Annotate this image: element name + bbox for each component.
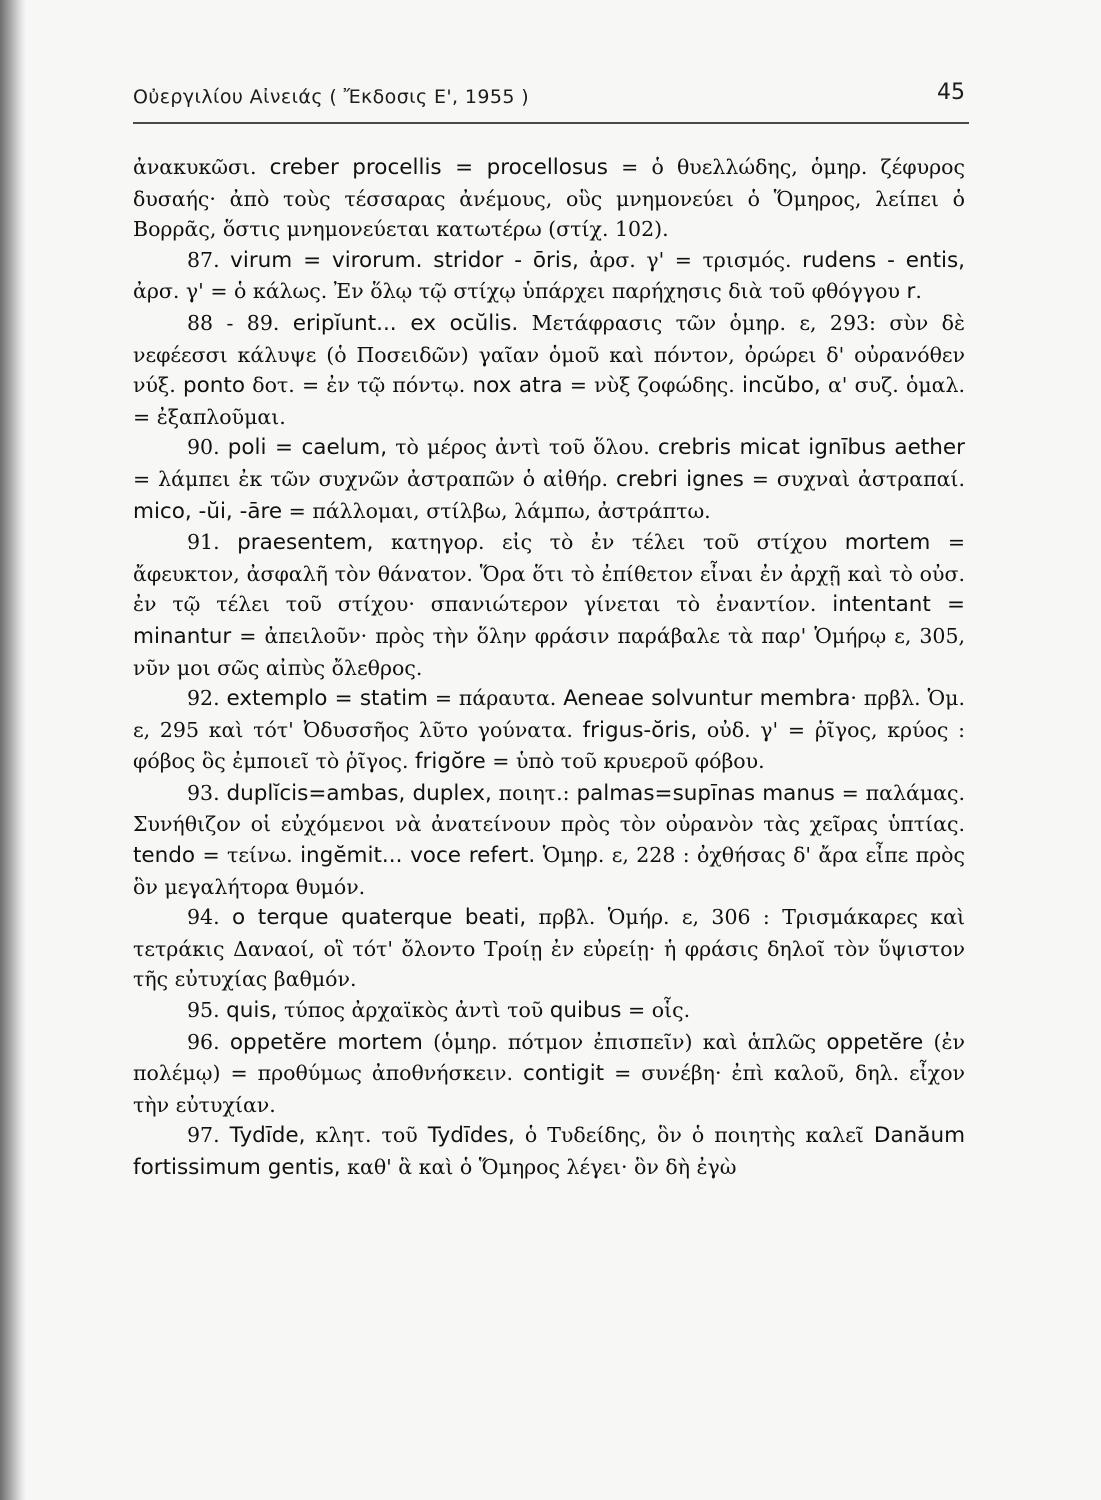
greek-text: 97.: [187, 1123, 230, 1148]
commentary-note: [133, 527, 965, 683]
latin-lemma: quis,: [226, 998, 278, 1024]
latin-lemma: ponto: [182, 373, 245, 399]
greek-text: = νὺξ ζοφώδης.: [562, 373, 743, 398]
latin-lemma: eripĭunt... ex ocŭlis.: [292, 310, 519, 336]
latin-lemma: r: [906, 279, 916, 305]
greek-text: ἀρσ. γ' = ὁ κάλως. Ἐν ὅλῳ τῷ στίχῳ ὑπάρχει παρήχησις διὰ τοῦ φθόγγου: [133, 279, 907, 304]
latin-lemma: nox atra: [472, 373, 563, 399]
greek-text: 93.: [187, 780, 227, 805]
greek-text: = συνέβη· ἐπὶ καλοῦ, δηλ. εἶχον τὴν εὐτυχίαν.: [133, 1061, 965, 1117]
greek-text: = οἷς.: [621, 998, 691, 1023]
latin-lemma: Aeneae solvuntur membra: [563, 686, 851, 712]
greek-text: = πάλλομαι, στίλβω, λάμπω, ἀστράπτω.: [282, 498, 711, 523]
greek-text: .: [915, 279, 922, 304]
greek-text: (ἐν πολέμῳ) = προθύμως ἀποθνήσκειν.: [133, 1029, 965, 1086]
latin-lemma: extemplo = statim: [226, 686, 428, 712]
greek-text: = συχναὶ ἀστραπαί.: [743, 466, 965, 491]
latin-lemma: creber procellis = procellosus: [269, 155, 608, 180]
header-divider: [133, 122, 969, 124]
latin-lemma: incŭbo,: [742, 373, 821, 399]
greek-text: τύπος ἀρχαϊκὸς ἀντὶ τοῦ: [277, 998, 550, 1023]
greek-text: 88 - 89.: [187, 310, 293, 335]
greek-text: 96.: [187, 1029, 230, 1054]
commentary-note: [133, 432, 965, 527]
latin-lemma: contigit: [523, 1061, 605, 1087]
running-title: Οὐεργιλίου Αἰνειάς ( Ἔκδοσις Ε', 1955 ): [133, 86, 530, 108]
greek-text: κατηγορ. εἰς τὸ ἐν τέλει τοῦ στίχου: [373, 530, 845, 555]
greek-text: = παλάμας. Συνήθιζον οἱ εὐχόμενοι νὰ ἀνατείνουν πρὸς τὸν οὐρανὸν τὰς χεῖρας ὑπτίας.: [133, 780, 965, 837]
latin-lemma: mico, -ŭi, -āre: [133, 498, 283, 524]
commentary-paragraph-continued: [133, 152, 965, 245]
greek-text: 90.: [187, 435, 228, 460]
greek-text: 95.: [187, 998, 227, 1023]
latin-lemma: palmas=supīnas manus: [576, 780, 835, 806]
latin-lemma: rudens - entis,: [802, 247, 966, 273]
latin-lemma: intentant = minantur: [133, 592, 965, 649]
commentary-note: [133, 683, 965, 778]
commentary-body: [133, 152, 965, 1184]
greek-text: ποιητ.:: [491, 780, 577, 805]
greek-text: πρβλ. Ὁμήρ. ε, 306 : Τρισμάκαρες καὶ τετράκις Δαναοί, οἳ τότ' ὄλοντο Τροίῃ ἐν εὐρείῃ· ἡ φράσις δηλοῖ τὸν ὕψιστον τῆς εὐτυχίας βαθμόν.: [133, 905, 965, 992]
latin-lemma: oppetĕre mortem: [229, 1029, 423, 1055]
greek-text: = τείνω.: [195, 843, 301, 868]
latin-lemma: frigŏre: [414, 749, 486, 775]
latin-lemma: crebri ignes: [616, 466, 744, 492]
greek-text: = ἀπειλοῦν· πρὸς τὴν ὅλην φράσιν παράβαλε τὰ παρ' Ὁμήρῳ ε, 305, νῦν μοι σῶς αἰπὺς ὄλεθρος.: [133, 623, 965, 680]
latin-lemma: poli = caelum,: [227, 435, 388, 461]
greek-text: ἀρσ. γ' = τρισμός.: [578, 247, 803, 272]
greek-text: = ὑπὸ τοῦ κρυεροῦ φόβου.: [485, 749, 765, 774]
greek-text: = ὁ θυελλώδης, ὁμηρ. ζέφυρος δυσαής· ἀπὸ τοὺς τέσσαρας ἀνέμους, οὓς μνημονεύει ὁ Ὅμηρος, λείπει ὁ Βορρᾶς, ὅστις μνημονεύεται κατωτέρω (στίχ. 102).: [133, 155, 965, 242]
greek-text: ἀνακυκῶσι.: [133, 155, 270, 179]
greek-text: (ὁμηρ. πότμον ἐπισπεῖν) καὶ ἁπλῶς: [422, 1029, 827, 1054]
latin-lemma: mortem: [844, 530, 931, 556]
latin-lemma: quibus: [549, 998, 622, 1024]
page-binding-shadow: [0, 0, 26, 1500]
commentary-note: [133, 308, 965, 432]
greek-text: ὁ Τυδείδης, ὃν ὁ ποιητὴς καλεῖ: [514, 1123, 874, 1148]
greek-text: καθ' ἃ καὶ ὁ Ὅμηρος λέγει· ὃν δὴ ἐγὼ: [340, 1155, 737, 1179]
latin-lemma: frigus-ŏris,: [582, 717, 698, 743]
greek-text: · πρβλ. Ὁμ. ε, 295 καὶ τότ' Ὀδυσσῆος λῦτο γούνατα.: [133, 686, 965, 742]
greek-text: 94.: [187, 905, 232, 930]
latin-lemma: duplĭcis=ambas, duplex,: [226, 780, 492, 806]
greek-text: 91.: [187, 530, 238, 555]
greek-text: α' συζ. ὁμαλ. = ἐξαπλοῦμαι.: [133, 373, 965, 429]
greek-text: Ὁμηρ. ε, 228 : ὀχθήσας δ' ἄρα εἶπε πρὸς ὃν μεγαλήτορα θυμόν.: [133, 843, 965, 899]
commentary-note: [133, 1027, 965, 1121]
commentary-note: [133, 1120, 965, 1183]
latin-lemma: oppetĕre: [826, 1029, 924, 1055]
greek-text: = λάμπει ἐκ τῶν συχνῶν ἀστραπῶν ὁ αἰθήρ.: [133, 466, 616, 491]
page-number: 45: [937, 80, 965, 105]
greek-text: οὐδ. γ' = ῥῖγος, κρύος : φόβος ὃς ἐμποιεῖ τὸ ῥῖγος.: [133, 717, 965, 774]
greek-text: = πάραυτα.: [428, 686, 564, 711]
running-header: [133, 78, 965, 112]
commentary-note: [133, 778, 965, 902]
latin-lemma: Danăum fortissimum gentis,: [133, 1123, 966, 1180]
greek-text: κλητ. τοῦ: [305, 1123, 428, 1148]
latin-lemma: crebris micat ignībus aether: [657, 435, 965, 461]
latin-lemma: o terque quaterque beati,: [231, 905, 527, 931]
latin-lemma: praesentem,: [237, 530, 374, 556]
greek-text: = ἄφευκτον, ἀσφαλῆ τὸν θάνατον. Ὅρα ὅτι τὸ ἐπίθετον εἶναι ἐν ἀρχῇ καὶ τὸ οὐσ. ἐν τῷ τέλει τοῦ στίχου· σπανιώτερον γίνεται τὸ ἐναντίον.: [133, 530, 965, 617]
commentary-note: [133, 902, 965, 995]
latin-lemma: tendo: [133, 843, 196, 869]
latin-lemma: Tydīde,: [229, 1123, 306, 1149]
greek-text: 87.: [187, 247, 231, 272]
commentary-note: [133, 995, 965, 1027]
greek-text: δοτ. = ἐν τῷ πόντῳ.: [244, 373, 473, 398]
latin-lemma: ingĕmit... voce refert.: [300, 843, 536, 869]
greek-text: τὸ μέρος ἀντὶ τοῦ ὅλου.: [387, 435, 658, 460]
latin-lemma: virum = virorum. stridor - ōris,: [230, 247, 579, 273]
greek-text: Μετάφρασις τῶν ὁμηρ. ε, 293: σὺν δὲ νεφέεσσι κάλυψε (ὁ Ποσειδῶν) γαῖαν ὁμοῦ καὶ πόντον, ὀρώρει δ' οὐρανόθεν νύξ.: [133, 310, 965, 398]
latin-lemma: Tydīdes,: [427, 1123, 515, 1149]
greek-text: 92.: [187, 686, 227, 711]
commentary-note: [133, 245, 965, 308]
